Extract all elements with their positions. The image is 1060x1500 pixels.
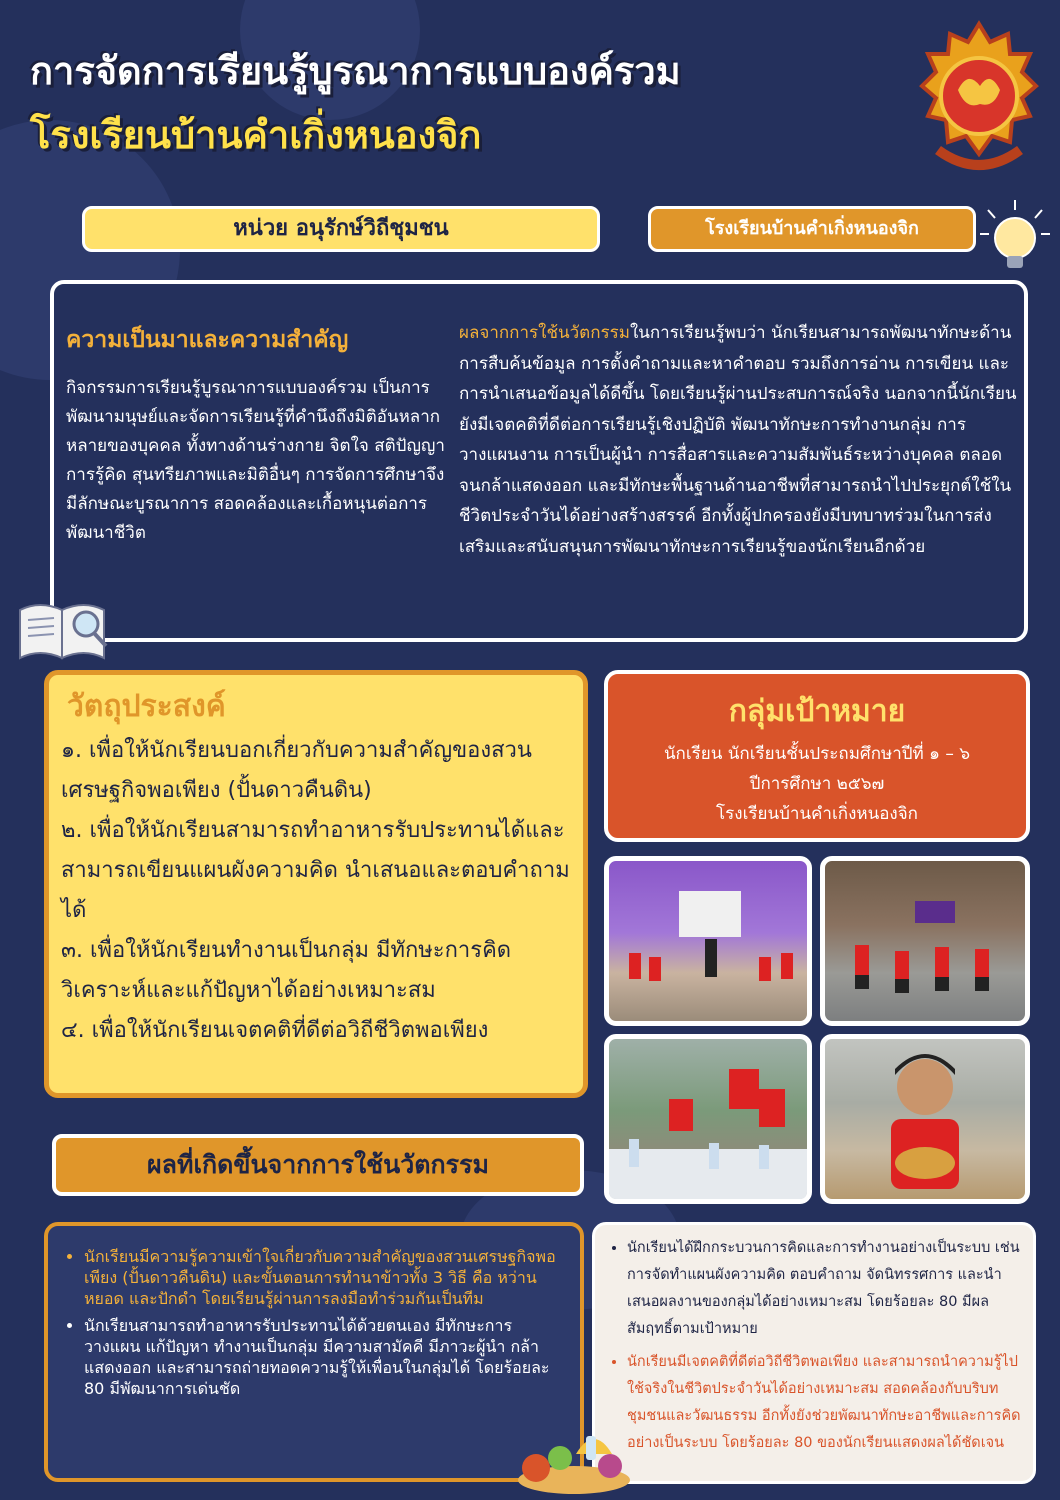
activity-photo — [604, 856, 812, 1026]
result-paragraph — [459, 318, 1019, 562]
background-section — [50, 280, 1028, 642]
activity-photo — [820, 856, 1030, 1026]
objective-item: ๑. เพื่อให้นักเรียนบอกเกี่ยวกับความสำคัญของสวนเศรษฐกิจพอเพียง (ปั้นดาวคืนดิน) — [61, 738, 532, 803]
outcomes-right-list — [605, 1235, 1023, 1457]
activity-photo — [604, 1034, 812, 1204]
food-illustration-icon — [514, 1414, 640, 1496]
objective-item: ๔. เพื่อให้นักเรียนเจตคติที่ดีต่อวิถีชีวิตพอเพียง — [61, 1018, 489, 1043]
poster-title: การจัดการเรียนรู้บูรณาการแบบองค์รวม — [30, 49, 681, 93]
background-body: กิจกรรมการเรียนรู้บูรณาการแบบองค์รวม เป็นการพัฒนามนุษย์และจัดการเรียนรู้ที่คำนึงถึงมิติอันหลากหลายของบุคคล ทั้งทางด้านร่างกาย จิตใจ สติปัญญา การรู้คิด สุนทรียภาพและมิติอื่นๆ การจัดการศึกษาจึงมีลักษณะบูรณาการ สอดคล้องและเกื้อหนุนต่อการพัฒนาชีวิต — [66, 378, 445, 543]
book-icon — [16, 596, 110, 666]
target-section — [604, 670, 1030, 842]
outcome-item: • นักเรียนสามารถทำอาหารรับประทานได้ด้วยตนเอง มีทักษะการวางแผน แก้ปัญหา ทำงานเป็นกลุ่ม มีความสามัคคี มีภาวะผู้นำ กล้าแสดงออก และสามารถถ่ายทอดความรู้ให้เพื่อนในกลุ่มได้ โดยร้อยละ 80 มีพัฒนาการเด่นชัด — [84, 1315, 566, 1399]
outcomes-heading: ผลที่เกิดขึ้นจากการใช้นวัตกรรม — [52, 1134, 584, 1196]
target-heading: กลุ่มเป้าหมาย — [728, 694, 906, 729]
outcome-item: • นักเรียนมีความรู้ความเข้าใจเกี่ยวกับความสำคัญของสวนเศรษฐกิจพอเพียง (ปั้นดาวคืนดิน) และขั้นตอนการทำนาข้าวทั้ง 3 วิธี คือ หว่าน หยอด และปักดำ โดยเรียนรู้ผ่านการลงมือทำร่วมกันเป็นทีม — [84, 1246, 566, 1309]
target-line: นักเรียน นักเรียนชั้นประถมศึกษาปีที่ ๑ – ๖ — [663, 744, 971, 764]
outcomes-right-section — [592, 1222, 1036, 1484]
outcome-item: • นักเรียนมีเจตคติที่ดีต่อวิถีชีวิตพอเพียง และสามารถนำความรู้ไปใช้จริงในชีวิตประจำวันได้อย่างเหมาะสม สอดคล้องกับบริบทชุมชนและวัฒนธรรม อีกทั้งยังช่วยพัฒนาทักษะอาชีพและการคิดอย่างเป็นระบบ โดยร้อยละ 80 ของนักเรียนแสดงผลได้ชัดเจน — [627, 1349, 1023, 1457]
school-title: โรงเรียนบ้านคำเกิ่งหนองจิก — [30, 113, 482, 157]
unit-label: หน่วย อนุรักษ์วิถีชุมชน — [82, 206, 600, 252]
emblem-icon — [918, 20, 1040, 180]
outcome-item: • นักเรียนได้ฝึกกระบวนการคิดและการทำงานอย่างเป็นระบบ เช่น การจัดทำแผนผังความคิด ตอบคำถาม จัดนิทรรศการ และนำเสนอผลงานของกลุ่มได้อย่างเหมาะสม โดยร้อยละ 80 มีผลสัมฤทธิ์ตามเป้าหมาย — [627, 1235, 1023, 1343]
target-line: ปีการศึกษา ๒๕๖๗ — [749, 774, 885, 794]
school-emblem — [918, 20, 1040, 180]
objectives-section — [44, 670, 588, 1098]
target-line: โรงเรียนบ้านคำเกิ่งหนองจิก — [716, 804, 918, 824]
objectives-heading: วัตถุประสงค์ — [67, 689, 226, 724]
objective-item: ๒. เพื่อให้นักเรียนสามารถทำอาหารรับประทานได้และสามารถเขียนแผนผังความคิด นำเสนอและตอบคำถามได้ — [61, 818, 570, 923]
outcomes-left-section — [44, 1222, 584, 1482]
light-bulb-icon — [980, 198, 1050, 278]
result-lead: ผลจากการใช้นวัตกรรม — [459, 323, 630, 343]
objective-item: ๓. เพื่อให้นักเรียนทำงานเป็นกลุ่ม มีทักษะการคิดวิเคราะห์และแก้ปัญหาได้อย่างเหมาะสม — [61, 938, 512, 1003]
activity-photo — [820, 1034, 1030, 1204]
outcomes-left-list — [62, 1246, 566, 1399]
school-badge: โรงเรียนบ้านคำเกิ่งหนองจิก — [648, 206, 976, 252]
objectives-list — [61, 731, 575, 1051]
result-body: ในการเรียนรู้พบว่า นักเรียนสามารถพัฒนาทักษะด้านการสืบค้นข้อมูล การตั้งคำถามและหาคำตอบ รวมถึงการอ่าน การเขียน และการนำเสนอข้อมูลได้ดีขึ้น โดยเรียนรู้ผ่านประสบการณ์จริง นอกจากนี้นักเรียนยังมีเจตคติที่ดีต่อการเรียนรู้เชิงปฏิบัติ พัฒนาทักษะการทำงานกลุ่ม การวางแผนงาน การเป็นผู้นำ การสื่อสารและความสัมพันธ์ระหว่างบุคคล ตลอดจนกล้าแสดงออก และมีทักษะพื้นฐานด้านอาชีพที่สามารถนำไปประยุกต์ใช้ในชีวิตประจำวันได้อย่างสร้างสรรค์ อีกทั้งผู้ปกครองยังมีบทบาทร่วมในการส่งเสริมและสนับสนุนการพัฒนาทักษะการเรียนรู้ของนักเรียนอีกด้วย — [459, 323, 1017, 557]
background-heading: ความเป็นมาและความสำคัญ — [66, 327, 349, 353]
